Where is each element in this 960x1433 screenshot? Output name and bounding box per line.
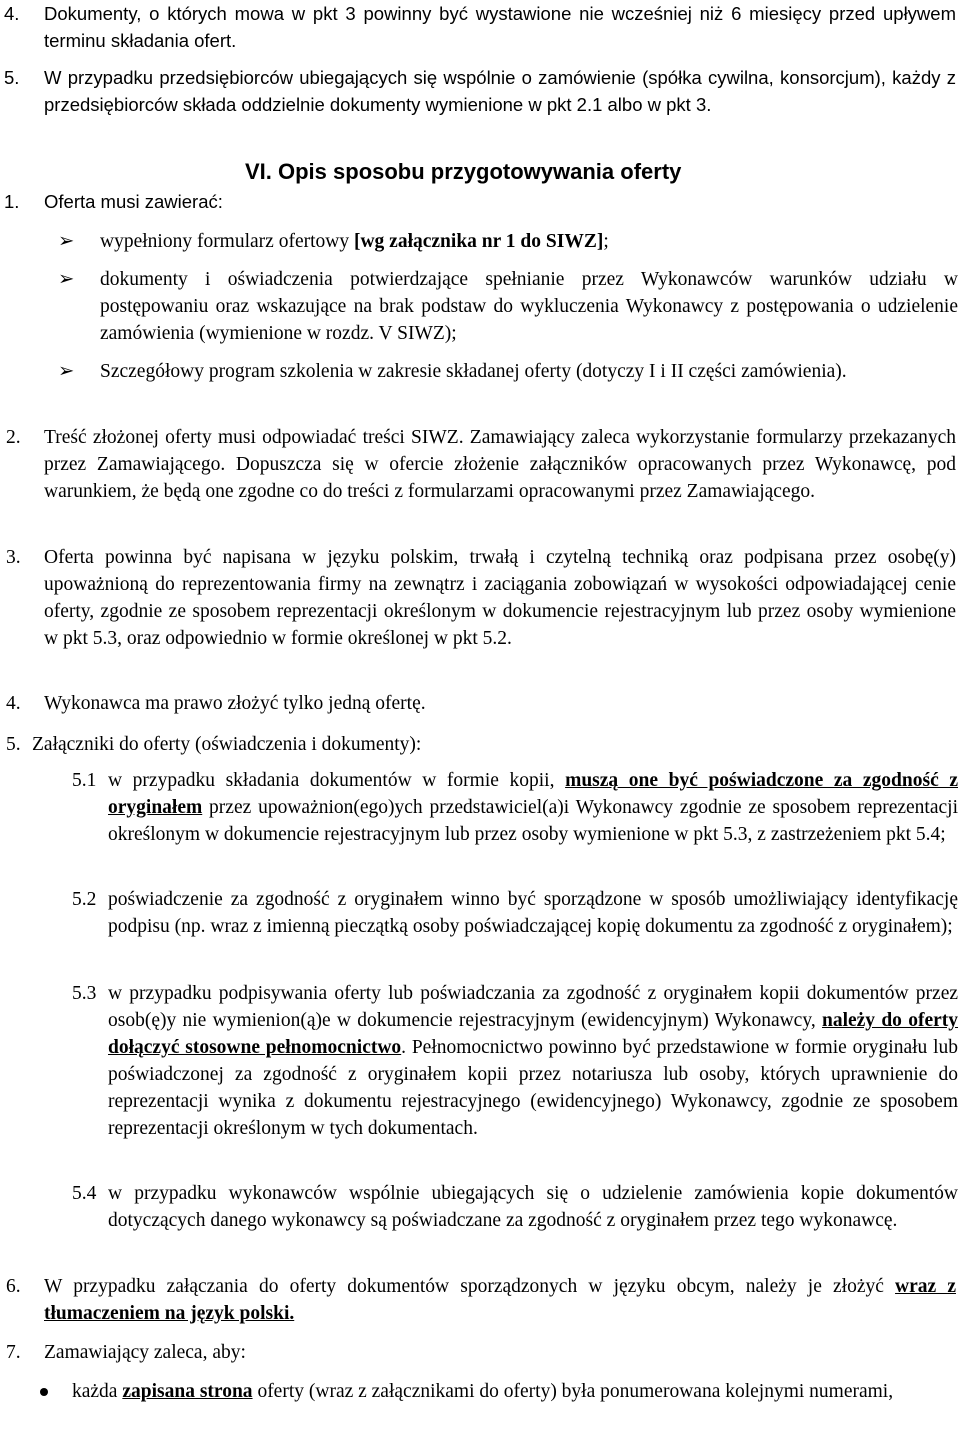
- paragraph-text: Treść złożonej oferty musi odpowiadać treści SIWZ. Zamawiający zaleca wykorzystanie formularzy przekazanych przez Zamawiającego. Dopuszcza się w ofercie złożenie załączników opracowanych przez Wykonawcę, pod warunkiem, że będą one zgodne co do treści z formularzami opracowanymi przez Zamawiającego.: [44, 427, 956, 502]
- item-number: 2.: [6, 427, 21, 448]
- item-number: 1.: [4, 191, 20, 212]
- sub-item-text: [108, 767, 958, 848]
- item-number: 3.: [6, 547, 21, 568]
- paragraph-text: W przypadku przedsiębiorców ubiegających się wspólnie o zamówienie (spółka cywilna, konsorcjum), każdy z przedsiębiorców składa oddzielnie dokumenty wymienione w pkt 2.1 albo w pkt 3.: [44, 67, 956, 115]
- arrow-bullet-1: [58, 228, 958, 255]
- arrow-bullet-icon: ➢: [58, 269, 75, 290]
- item-7: [0, 1339, 960, 1366]
- intro-item-5: [0, 64, 960, 118]
- paragraph-text: Oferta powinna być napisana w języku polskim, trwałą i czytelną techniką oraz podpisana przez osobę(y) upoważnioną do reprezentowania firmy na zewnątrz i zaciągania zobowiązań w wysokości odpowiadającej cenie oferty, zgodnie ze sposobem reprezentacji określonym w dokumencie rejestracyjnym lub przez osoby wymienione w pkt 5.3, oraz odpowiednio w formie określonej w pkt 5.2.: [44, 547, 956, 649]
- item-3: [0, 544, 960, 652]
- bullet-text-bold: [wg załącznika nr 1 do SIWZ]: [353, 231, 604, 252]
- sub-item-number: 5.4: [72, 1183, 97, 1204]
- item-number: 6.: [6, 1276, 21, 1297]
- text-plain: w przypadku podpisywania oferty lub poświadczania za zgodność z oryginałem kopii dokumentów przez osob(ę)y nie wymienion(ą)e w dokumencie rejestracyjnym (ewidencyjnym) Wykonawcy,: [108, 983, 958, 1031]
- item-text: Oferta musi zawierać:: [44, 191, 223, 212]
- sub-item-5-4: [70, 1180, 958, 1234]
- paragraph-text: [44, 1273, 956, 1327]
- item-5: [0, 731, 960, 758]
- paragraph-text: Dokumenty, o których mowa w pkt 3 powinny być wystawione nie wcześniej niż 6 miesięcy przed upływem terminu składania ofert.: [44, 3, 956, 51]
- sub-item-5-2: [70, 886, 958, 940]
- bullet-text: [72, 1378, 958, 1405]
- sub-item-5-1: [70, 767, 958, 848]
- bullet-text-plain: wypełniony formularz ofertowy: [100, 231, 354, 252]
- bullet-text-end: ;: [603, 231, 609, 252]
- text-plain-end: przez upoważnion(ego)ych przedstawiciel(a)i Wykonawcy zgodnie ze sposobem reprezentacji określonym w dokumencie rejestracyjnym lub przez osoby wymienione w pkt 5.3, z zastrzeżeniem pkt 5.4;: [108, 797, 958, 845]
- item-2: [0, 424, 960, 505]
- sub-item-text: [108, 980, 958, 1142]
- text-bold-underlined: wraz z tłumaczeniem na język polski.: [44, 1276, 956, 1324]
- item-number: 4.: [6, 693, 21, 714]
- sub-item-number: 5.1: [72, 770, 97, 791]
- dot-bullet-1: [0, 1378, 958, 1405]
- item-number: 5.: [4, 67, 20, 88]
- bullet-text: Szczegółowy program szkolenia w zakresie składanej oferty (dotyczy I i II części zamówienia).: [100, 361, 847, 382]
- paragraph-text: Załączniki do oferty (oświadczenia i dokumenty):: [32, 734, 422, 755]
- text-plain: W przypadku załączania do oferty dokumentów sporządzonych w języku obcym, należy je złożyć: [44, 1276, 896, 1297]
- arrow-bullet-icon: ➢: [58, 231, 75, 252]
- item-number: 7.: [6, 1342, 21, 1363]
- sub-item-text: poświadczenie za zgodność z oryginałem winno być sporządzone w sposób umożliwiający identyfikację podpisu (np. wraz z imienną pieczątką osoby poświadczającej kopię dokumentu za zgodność z oryginałem);: [108, 889, 958, 937]
- text-bold-underlined: muszą one być poświadczone za zgodność z oryginałem: [108, 770, 958, 818]
- item-1: [0, 188, 960, 215]
- item-4: [0, 690, 960, 717]
- item-number: 5.: [6, 734, 21, 755]
- text-plain: każda: [72, 1381, 123, 1402]
- bullet-text: dokumenty i oświadczenia potwierdzające spełnianie przez Wykonawców warunków udziału w postępowaniu oraz wskazujące na brak podstaw do wykluczenia Wykonawcy z postępowania o udzielenie zamówienia (wymienione w rozdz. V SIWZ);: [100, 269, 958, 344]
- sub-item-text: w przypadku wykonawców wspólnie ubiegających się o udzielenie zamówienia kopie dokumentów dotyczących danego wykonawcy są poświadczane za zgodność z oryginałem przez tego wykonawcę.: [108, 1183, 958, 1231]
- text-plain-end: oferty (wraz z załącznikami do oferty) była ponumerowana kolejnymi numerami,: [252, 1381, 894, 1402]
- sub-item-number: 5.2: [72, 889, 97, 910]
- text-bold-underlined: należy do oferty dołączyć stosowne pełnomocnictwo: [108, 1010, 959, 1058]
- paragraph-text: Zamawiający zaleca, aby:: [44, 1342, 246, 1363]
- bullet-dot-icon: [40, 1388, 48, 1396]
- text-plain: w przypadku składania dokumentów w formie kopii,: [108, 770, 566, 791]
- arrow-bullet-2: [58, 266, 958, 347]
- bullet-text: [100, 228, 958, 255]
- arrow-bullet-icon: ➢: [58, 361, 75, 382]
- sub-item-5-3: [70, 980, 958, 1142]
- intro-item-4: [0, 0, 960, 54]
- text-bold-underlined: zapisana strona: [122, 1381, 253, 1402]
- text-plain-end: . Pełnomocnictwo powinno być przedstawione w formie oryginału lub poświadczonej za zgodność z oryginałem kopii przez notariusza lub osoby, których uprawnienie do reprezentacji wynika z dokumentu rejestracyjnego (ewidencyjnego) Wykonawcy, zgodnie ze sposobem reprezentacji określonym w tych dokumentach.: [108, 1037, 958, 1139]
- item-number: 4.: [4, 3, 20, 24]
- paragraph-text: Wykonawca ma prawo złożyć tylko jedną ofertę.: [44, 693, 426, 714]
- arrow-bullet-3: [58, 358, 958, 385]
- item-6: [0, 1273, 960, 1327]
- section-heading: VI. Opis sposobu przygotowywania oferty: [245, 159, 682, 184]
- sub-item-number: 5.3: [72, 983, 97, 1004]
